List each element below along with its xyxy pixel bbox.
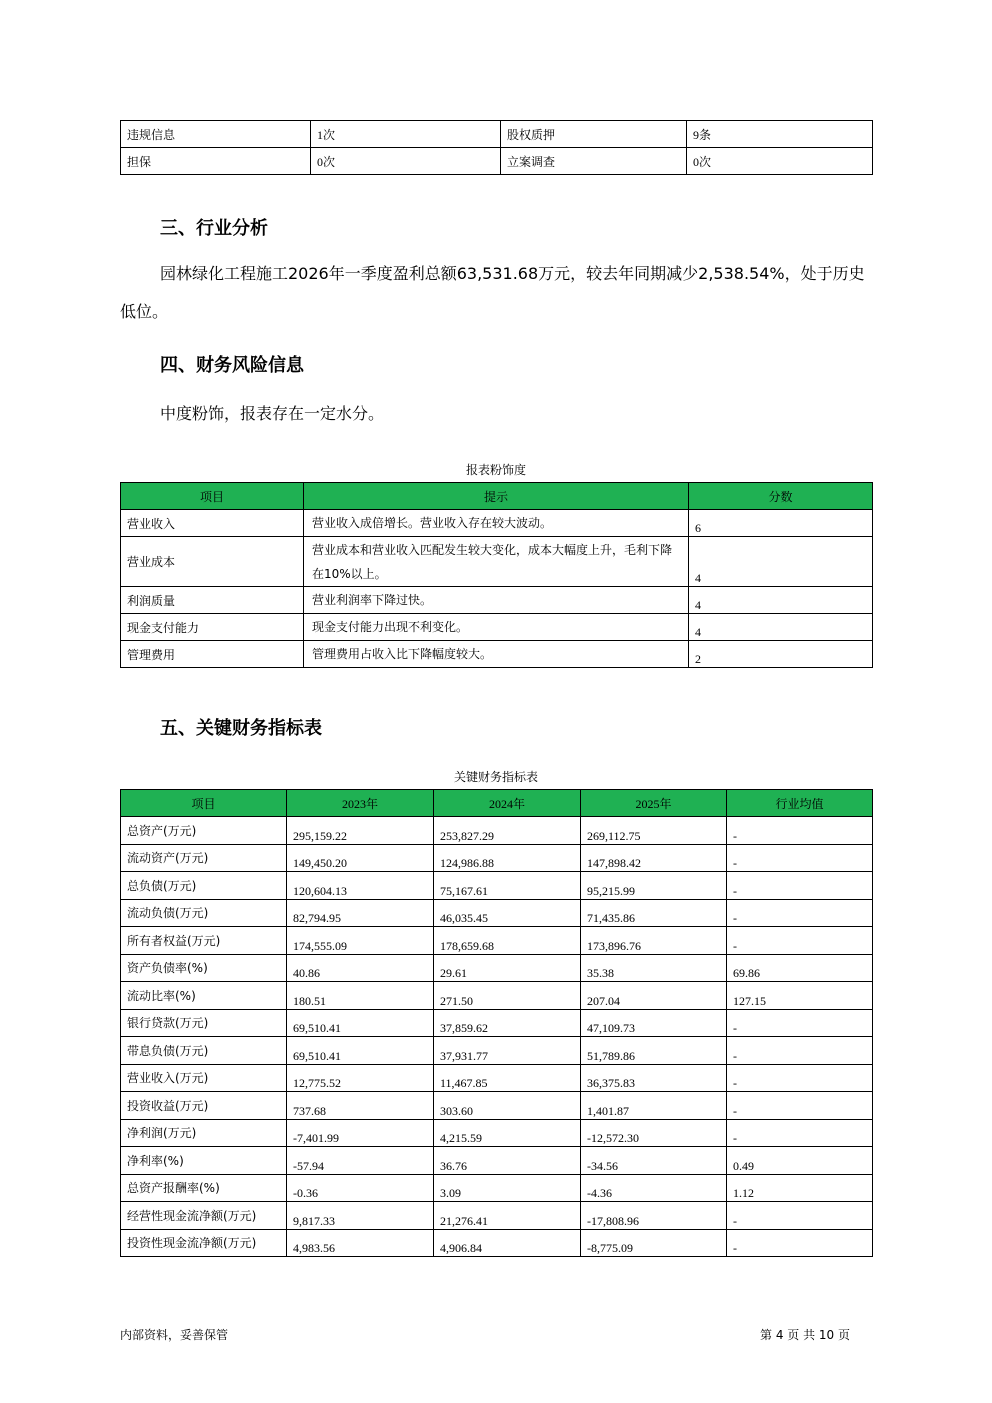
metric-value: 82,794.95 (287, 899, 434, 927)
risk-item: 营业成本 (121, 537, 304, 587)
info-cell-value2: 9条 (687, 121, 873, 148)
risk-score: 2 (689, 641, 873, 668)
metric-row (121, 872, 873, 900)
metric-value: 124,986.88 (434, 844, 581, 872)
key-header-2024: 2024年 (434, 790, 581, 817)
metric-label: 总资产(万元) (121, 817, 287, 845)
info-cell-value1: 0次 (311, 148, 501, 175)
info-cell-value2: 0次 (687, 148, 873, 175)
metric-label: 净利润(万元) (121, 1119, 287, 1147)
metric-value: 207.04 (581, 982, 727, 1010)
metric-value: - (727, 899, 873, 927)
metric-value: 9,817.33 (287, 1202, 434, 1230)
key-header-2025: 2025年 (581, 790, 727, 817)
info-cell-label1: 担保 (121, 148, 311, 175)
metric-value: 69,510.41 (287, 1009, 434, 1037)
metric-label: 流动比率(%) (121, 982, 287, 1010)
metric-value: - (727, 1229, 873, 1257)
metric-label: 所有者权益(万元) (121, 927, 287, 955)
risk-row (121, 587, 873, 614)
metric-row (121, 1229, 873, 1257)
info-table (120, 120, 873, 175)
key-header-2023: 2023年 (287, 790, 434, 817)
info-cell-value1: 1次 (311, 121, 501, 148)
metric-value: 269,112.75 (581, 817, 727, 845)
risk-item: 管理费用 (121, 641, 304, 668)
metric-value: - (727, 872, 873, 900)
info-cell-label2: 立案调查 (501, 148, 687, 175)
metric-label: 总负债(万元) (121, 872, 287, 900)
metric-value: - (727, 1119, 873, 1147)
metric-value: 178,659.68 (434, 927, 581, 955)
metric-value: 29.61 (434, 954, 581, 982)
footer-page-number: 第 4 页 共 10 页 (760, 1328, 850, 1342)
risk-table (120, 482, 873, 668)
metric-row (121, 1009, 873, 1037)
metric-value: 37,859.62 (434, 1009, 581, 1037)
metric-value: 71,435.86 (581, 899, 727, 927)
info-cell-label1: 违规信息 (121, 121, 311, 148)
risk-score: 6 (689, 510, 873, 537)
risk-hint: 营业成本和营业收入匹配发生较大变化，成本大幅度上升，毛利下降在10%以上。 (304, 537, 689, 587)
risk-row (121, 641, 873, 668)
risk-score: 4 (689, 587, 873, 614)
metric-value: 36,375.83 (581, 1064, 727, 1092)
key-header-item: 项目 (121, 790, 287, 817)
metric-value: 69.86 (727, 954, 873, 982)
metric-label: 总资产报酬率(%) (121, 1174, 287, 1202)
metric-value: 147,898.42 (581, 844, 727, 872)
metric-value: 0.49 (727, 1147, 873, 1175)
metric-value: 120,604.13 (287, 872, 434, 900)
metric-label: 经营性现金流净额(万元) (121, 1202, 287, 1230)
footer-confidential: 内部资料，妥善保管 (120, 1328, 229, 1342)
metric-value: 303.60 (434, 1092, 581, 1120)
metric-value: 271.50 (434, 982, 581, 1010)
metric-value: 95,215.99 (581, 872, 727, 900)
metric-value: -7,401.99 (287, 1119, 434, 1147)
metric-value: 295,159.22 (287, 817, 434, 845)
metric-value: 40.86 (287, 954, 434, 982)
metric-value: - (727, 1202, 873, 1230)
metric-value: 3.09 (434, 1174, 581, 1202)
metric-value: 4,906.84 (434, 1229, 581, 1257)
metric-value: - (727, 844, 873, 872)
risk-row (121, 537, 873, 587)
metric-row (121, 1092, 873, 1120)
key-metrics-table (120, 789, 873, 1257)
metric-row (121, 1064, 873, 1092)
metric-label: 营业收入(万元) (121, 1064, 287, 1092)
section-title-industry: 三、行业分析 (160, 218, 268, 239)
metric-label: 投资收益(万元) (121, 1092, 287, 1120)
metric-value: - (727, 1037, 873, 1065)
metric-value: 737.68 (287, 1092, 434, 1120)
metric-value: 173,896.76 (581, 927, 727, 955)
metric-row (121, 817, 873, 845)
metric-label: 净利率(%) (121, 1147, 287, 1175)
metric-value: -34.56 (581, 1147, 727, 1175)
metric-value: -57.94 (287, 1147, 434, 1175)
metric-value: 1.12 (727, 1174, 873, 1202)
risk-hint: 营业利润率下降过快。 (304, 587, 689, 614)
metric-value: -17,808.96 (581, 1202, 727, 1230)
metric-row (121, 1202, 873, 1230)
metric-row (121, 954, 873, 982)
metric-label: 带息负债(万元) (121, 1037, 287, 1065)
metric-value: 174,555.09 (287, 927, 434, 955)
risk-hint: 管理费用占收入比下降幅度较大。 (304, 641, 689, 668)
metric-value: - (727, 1092, 873, 1120)
metric-row (121, 1119, 873, 1147)
metric-value: -12,572.30 (581, 1119, 727, 1147)
metric-value: 127.15 (727, 982, 873, 1010)
metric-row (121, 844, 873, 872)
risk-row (121, 614, 873, 641)
metric-value: - (727, 1009, 873, 1037)
metric-value: 46,035.45 (434, 899, 581, 927)
metric-label: 银行贷款(万元) (121, 1009, 287, 1037)
section-title-risk: 四、财务风险信息 (160, 355, 304, 376)
risk-hint: 现金支付能力出现不利变化。 (304, 614, 689, 641)
metric-value: 37,931.77 (434, 1037, 581, 1065)
metric-value: 4,215.59 (434, 1119, 581, 1147)
info-row (121, 148, 873, 175)
metric-value: 11,467.85 (434, 1064, 581, 1092)
metric-value: 149,450.20 (287, 844, 434, 872)
risk-score: 4 (689, 614, 873, 641)
metric-value: - (727, 927, 873, 955)
risk-item: 利润质量 (121, 587, 304, 614)
key-table-caption: 关键财务指标表 (453, 770, 538, 784)
metric-value: - (727, 1064, 873, 1092)
metric-value: 75,167.61 (434, 872, 581, 900)
risk-hint: 营业收入成倍增长。营业收入存在较大波动。 (304, 510, 689, 537)
risk-item: 营业收入 (121, 510, 304, 537)
risk-item: 现金支付能力 (121, 614, 304, 641)
metric-row (121, 927, 873, 955)
metric-value: -0.36 (287, 1174, 434, 1202)
info-cell-label2: 股权质押 (501, 121, 687, 148)
metric-value: 180.51 (287, 982, 434, 1010)
industry-paragraph: 园林绿化工程施工2026年一季度盈利总额63,531.68万元，较去年同期减少2,538.54%，处于历史低位。 (120, 264, 865, 321)
risk-row (121, 510, 873, 537)
key-header-industry-avg: 行业均值 (727, 790, 873, 817)
metric-row (121, 982, 873, 1010)
risk-paragraph: 中度粉饰，报表存在一定水分。 (160, 404, 385, 423)
metric-row (121, 1037, 873, 1065)
risk-header-hint: 提示 (304, 483, 689, 510)
info-row (121, 121, 873, 148)
metric-value: 36.76 (434, 1147, 581, 1175)
metric-row (121, 1174, 873, 1202)
metric-value: -8,775.09 (581, 1229, 727, 1257)
metric-row (121, 899, 873, 927)
metric-label: 投资性现金流净额(万元) (121, 1229, 287, 1257)
metric-value: - (727, 817, 873, 845)
section-title-key-metrics: 五、关键财务指标表 (160, 718, 322, 739)
metric-value: 47,109.73 (581, 1009, 727, 1037)
metric-value: 1,401.87 (581, 1092, 727, 1120)
metric-value: 4,983.56 (287, 1229, 434, 1257)
risk-header-score: 分数 (689, 483, 873, 510)
risk-table-caption: 报表粉饰度 (465, 463, 526, 477)
metric-value: 35.38 (581, 954, 727, 982)
metric-value: 69,510.41 (287, 1037, 434, 1065)
metric-label: 流动资产(万元) (121, 844, 287, 872)
risk-header-item: 项目 (121, 483, 304, 510)
metric-value: 21,276.41 (434, 1202, 581, 1230)
metric-value: -4.36 (581, 1174, 727, 1202)
metric-value: 253,827.29 (434, 817, 581, 845)
metric-row (121, 1147, 873, 1175)
metric-value: 12,775.52 (287, 1064, 434, 1092)
metric-value: 51,789.86 (581, 1037, 727, 1065)
risk-score: 4 (689, 537, 873, 587)
metric-label: 资产负债率(%) (121, 954, 287, 982)
metric-label: 流动负债(万元) (121, 899, 287, 927)
